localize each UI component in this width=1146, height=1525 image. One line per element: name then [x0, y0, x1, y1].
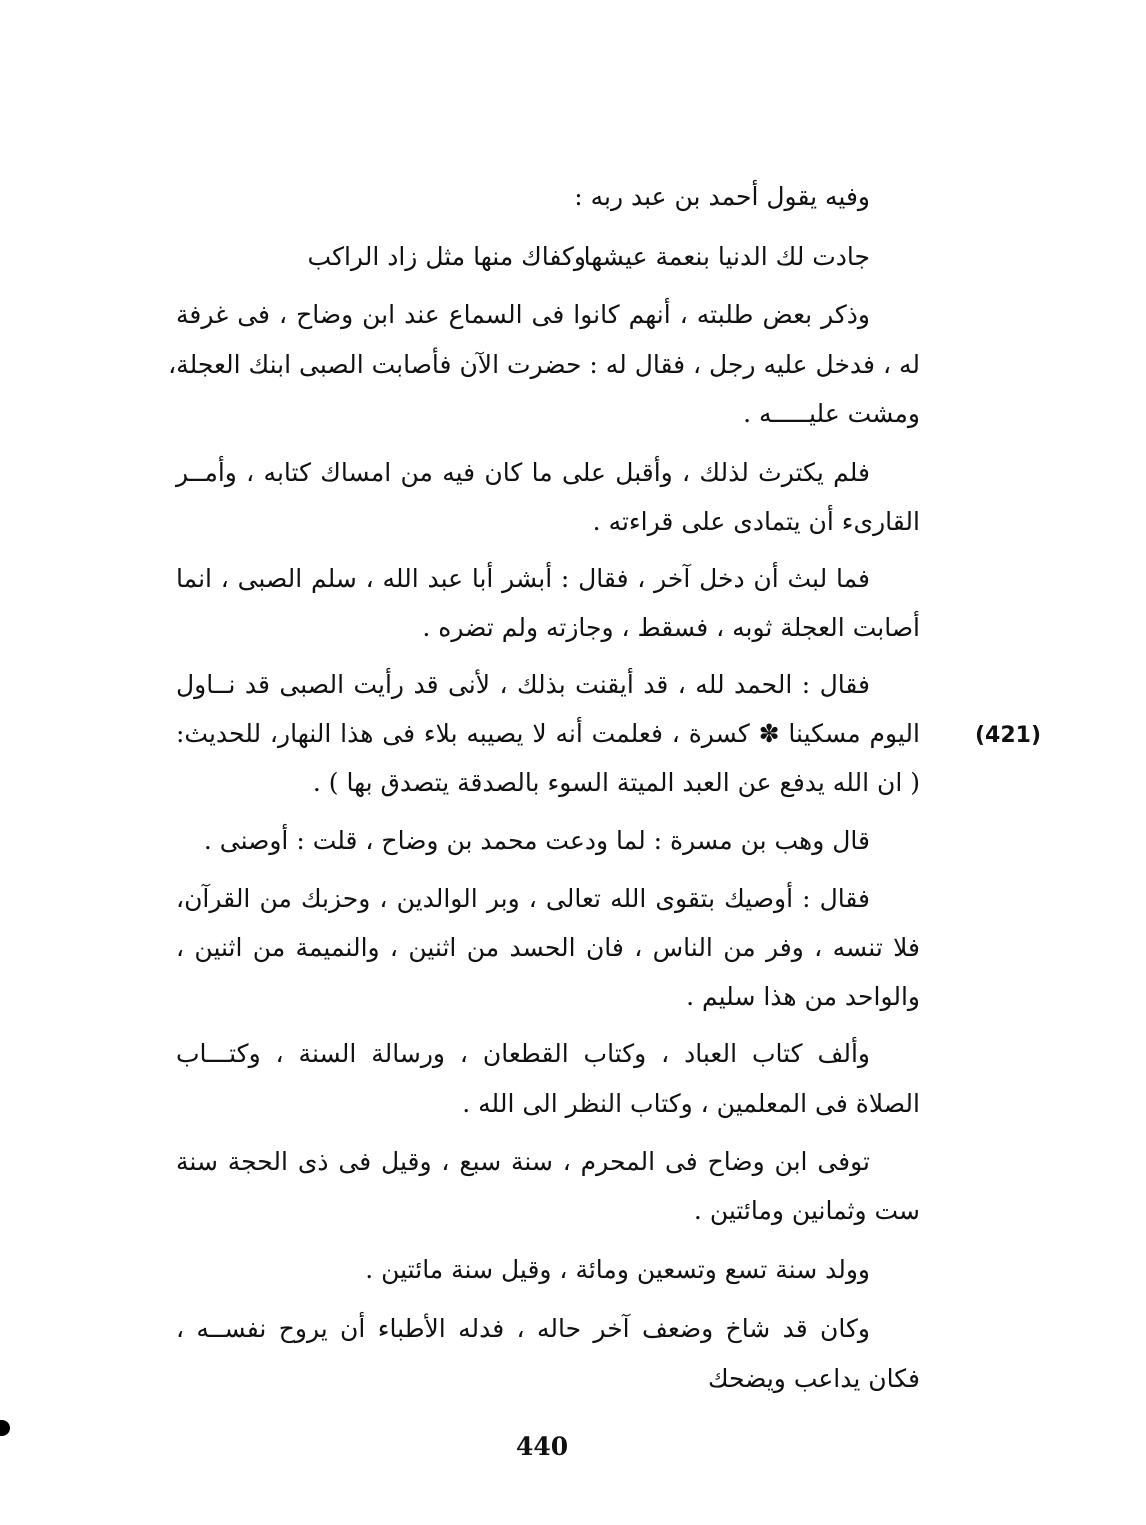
- verse-second-hemistich: وكفاك منها مثل زاد الراكب: [307, 242, 586, 271]
- text-line: فقال : الحمد لله ، قد أيقنت بذلك ، لأنى قد رأيت الصبى قد نــاول: [176, 670, 870, 699]
- text-line: وولد سنة تسع وتسعين ومائة ، وقيل سنة مائتين .: [365, 1255, 870, 1284]
- text-line: القارىء أن يتمادى على قراءته .: [592, 507, 920, 536]
- text-line: ( ان الله يدفع عن العبد الميتة السوء بالصدقة يتصدق بها ) .: [312, 768, 920, 797]
- text-line: وكان قد شاخ وضعف آخر حاله ، فدله الأطباء أن يروح نفســه ،: [176, 1314, 870, 1343]
- text-line: قال وهب بن مسرة : لما ودعت محمد بن وضاح ، قلت : أوصنى .: [203, 826, 870, 855]
- text-line: فلا تنسه ، وفر من الناس ، فان الحسد من اثنين ، والنميمة من اثنين ،: [176, 933, 920, 962]
- text-line: فقال : أوصيك بتقوى الله تعالى ، وبر الوالدين ، وحزبك من القرآن،: [176, 884, 870, 913]
- text-line: وألف كتاب العباد ، وكتاب القطعان ، ورسالة السنة ، وكتـــاب: [176, 1039, 870, 1068]
- text-line: وفيه يقول أحمد بن عبد ربه :: [574, 182, 870, 211]
- text-line: له ، فدخل عليه رجل ، فقال له : حضرت الآن فأصابت الصبى ابنك العجلة،: [168, 350, 920, 379]
- text-line: والواحد من هذا سليم .: [686, 982, 920, 1011]
- page-number: 440: [516, 1432, 569, 1461]
- text-line: الصلاة فى المعلمين ، وكتاب النظر الى الله .: [462, 1089, 920, 1118]
- text-line: فكان يداعب ويضحك: [707, 1364, 920, 1393]
- text-line: ومشت عليـــــه .: [743, 399, 920, 428]
- scan-edge-mark: [0, 1420, 10, 1436]
- text-line: أصابت العجلة ثوبه ، فسقط ، وجازته ولم تضره .: [422, 613, 920, 642]
- text-line: اليوم مسكينا ✽ كسرة ، فعلمت أنه لا يصيبه بلاء فى هذا النهار، للحديث:: [176, 719, 920, 748]
- text-line: وذكر بعض طلبته ، أنهم كانوا فى السماع عند ابن وضاح ، فى غرفة: [176, 300, 870, 329]
- margin-reference-marker: (421): [975, 723, 1042, 748]
- text-line: توفى ابن وضاح فى المحرم ، سنة سبع ، وقيل فى ذى الحجة سنة: [176, 1147, 870, 1176]
- text-line: فما لبث أن دخل آخر ، فقال : أبشر أبا عبد الله ، سلم الصبى ، انما: [176, 564, 870, 593]
- verse-first-hemistich: جادت لك الدنيا بنعمة عيشها: [583, 242, 870, 271]
- text-line: فلم يكترث لذلك ، وأقبل على ما كان فيه من امساك كتابه ، وأمــر: [176, 458, 870, 487]
- text-line: ست وثمانين ومائتين .: [693, 1196, 920, 1225]
